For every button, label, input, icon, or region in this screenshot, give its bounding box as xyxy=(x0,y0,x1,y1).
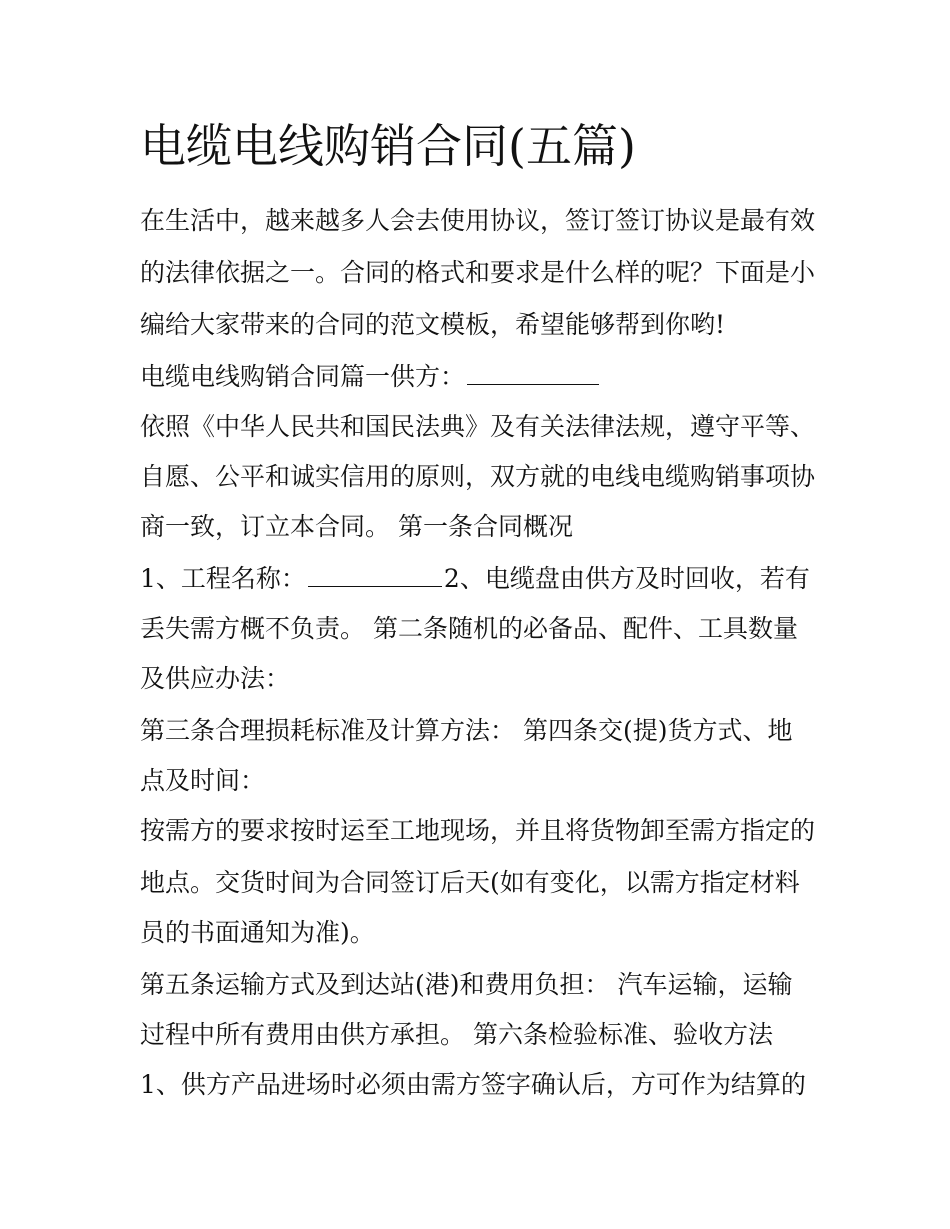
paragraph-line: 过程中所有费用由供方承担。 第六条检验标准、验收方法 xyxy=(140,1020,773,1049)
paragraph-line: 按需方的要求按时运至工地现场，并且将货物卸至需方指定的 xyxy=(140,816,816,845)
supplier-line xyxy=(140,359,820,395)
paragraph-line: 地点。交货时间为合同签订后天(如有变化，以需方指定材料 xyxy=(140,868,800,897)
paragraph-line: 第五条运输方式及到达站(港)和费用负担： 汽车运输，运输 xyxy=(140,970,793,999)
project-name-label: 1、工程名称： xyxy=(140,564,306,593)
cable-reel-clause: 2、电缆盘由供方及时回收，若有 xyxy=(443,564,810,593)
document-title: 电缆电线购销合同(五篇) xyxy=(140,119,636,173)
paragraph-line: 员的书面通知为准)。 xyxy=(140,918,375,947)
paragraph-line: 商一致，订立本合同。 第一条合同概况 xyxy=(140,512,573,541)
paragraph-line: 点及时间： xyxy=(140,766,266,795)
paragraph-line: 在生活中，越来越多人会去使用协议，签订签订协议是最有效 xyxy=(140,206,816,235)
supplier-label: 电缆电线购销合同篇一供方： xyxy=(140,362,466,391)
project-name-line xyxy=(140,561,820,597)
paragraph-line: 编给大家带来的合同的范文模板，希望能够帮到你哟! xyxy=(140,310,726,339)
paragraph-line: 自愿、公平和诚实信用的原则，双方就的电线电缆购销事项协 xyxy=(140,462,816,491)
paragraph-line: 依照《中华人民共和国民法典》及有关法律法规，遵守平等、 xyxy=(140,412,816,441)
paragraph-line: 及供应办法： xyxy=(140,664,291,693)
paragraph-line: 第三条合理损耗标准及计算方法： 第四条交(提)货方式、地 xyxy=(140,716,793,745)
project-name-blank xyxy=(308,568,442,587)
paragraph-line: 1、供方产品进场时必须由需方签字确认后，方可作为结算的 xyxy=(140,1070,806,1099)
supplier-blank xyxy=(467,366,599,385)
paragraph-line: 丢失需方概不负责。 第二条随机的必备品、配件、工具数量 xyxy=(140,614,798,643)
paragraph-line: 的法律依据之一。合同的格式和要求是什么样的呢？下面是小 xyxy=(140,258,816,287)
